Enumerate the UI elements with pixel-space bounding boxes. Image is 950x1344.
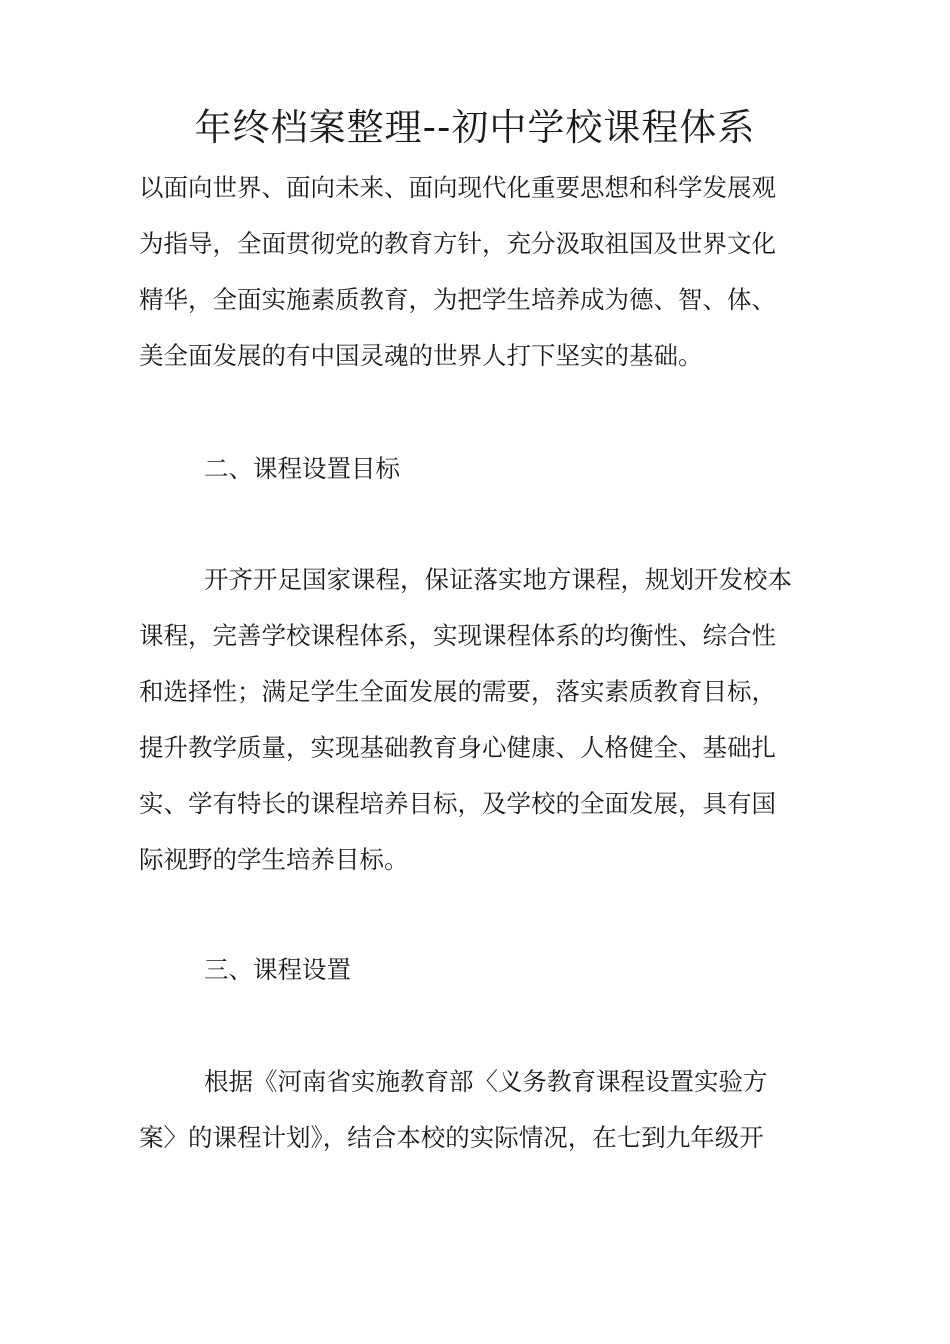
- section-heading-curriculum: 三、课程设置: [204, 955, 351, 984]
- paragraph-line: 以面向世界、面向未来、面向现代化重要思想和科学发展观: [139, 173, 776, 202]
- paragraph-line: 精华，全面实施素质教育，为把学生培养成为德、智、体、: [139, 285, 776, 314]
- paragraph-line: 为指导，全面贯彻党的教育方针，充分汲取祖国及世界文化: [139, 229, 776, 258]
- goals-paragraph: [139, 552, 819, 888]
- paragraph-line: 根据《河南省实施教育部〈义务教育课程设置实验方: [204, 1067, 768, 1096]
- intro-paragraph: [139, 160, 819, 384]
- paragraph-line: 课程，完善学校课程体系，实现课程体系的均衡性、综合性: [139, 621, 776, 650]
- paragraph-line: 际视野的学生培养目标。: [139, 845, 409, 874]
- paragraph-line: 美全面发展的有中国灵魂的世界人打下坚实的基础。: [139, 341, 703, 370]
- section-heading-goals: 二、课程设置目标: [204, 454, 400, 483]
- paragraph-line: 提升教学质量，实现基础教育身心健康、人格健全、基础扎: [139, 733, 776, 762]
- curriculum-paragraph: [139, 1054, 819, 1166]
- paragraph-line: 实、学有特长的课程培养目标，及学校的全面发展，具有国: [139, 789, 776, 818]
- paragraph-line: 和选择性；满足学生全面发展的需要，落实素质教育目标，: [139, 677, 776, 706]
- paragraph-line: 开齐开足国家课程，保证落实地方课程，规划开发校本: [204, 565, 792, 594]
- paragraph-line: 案〉的课程计划》，结合本校的实际情况，在七到九年级开: [139, 1123, 764, 1152]
- document-title: 年终档案整理--初中学校课程体系: [194, 106, 756, 149]
